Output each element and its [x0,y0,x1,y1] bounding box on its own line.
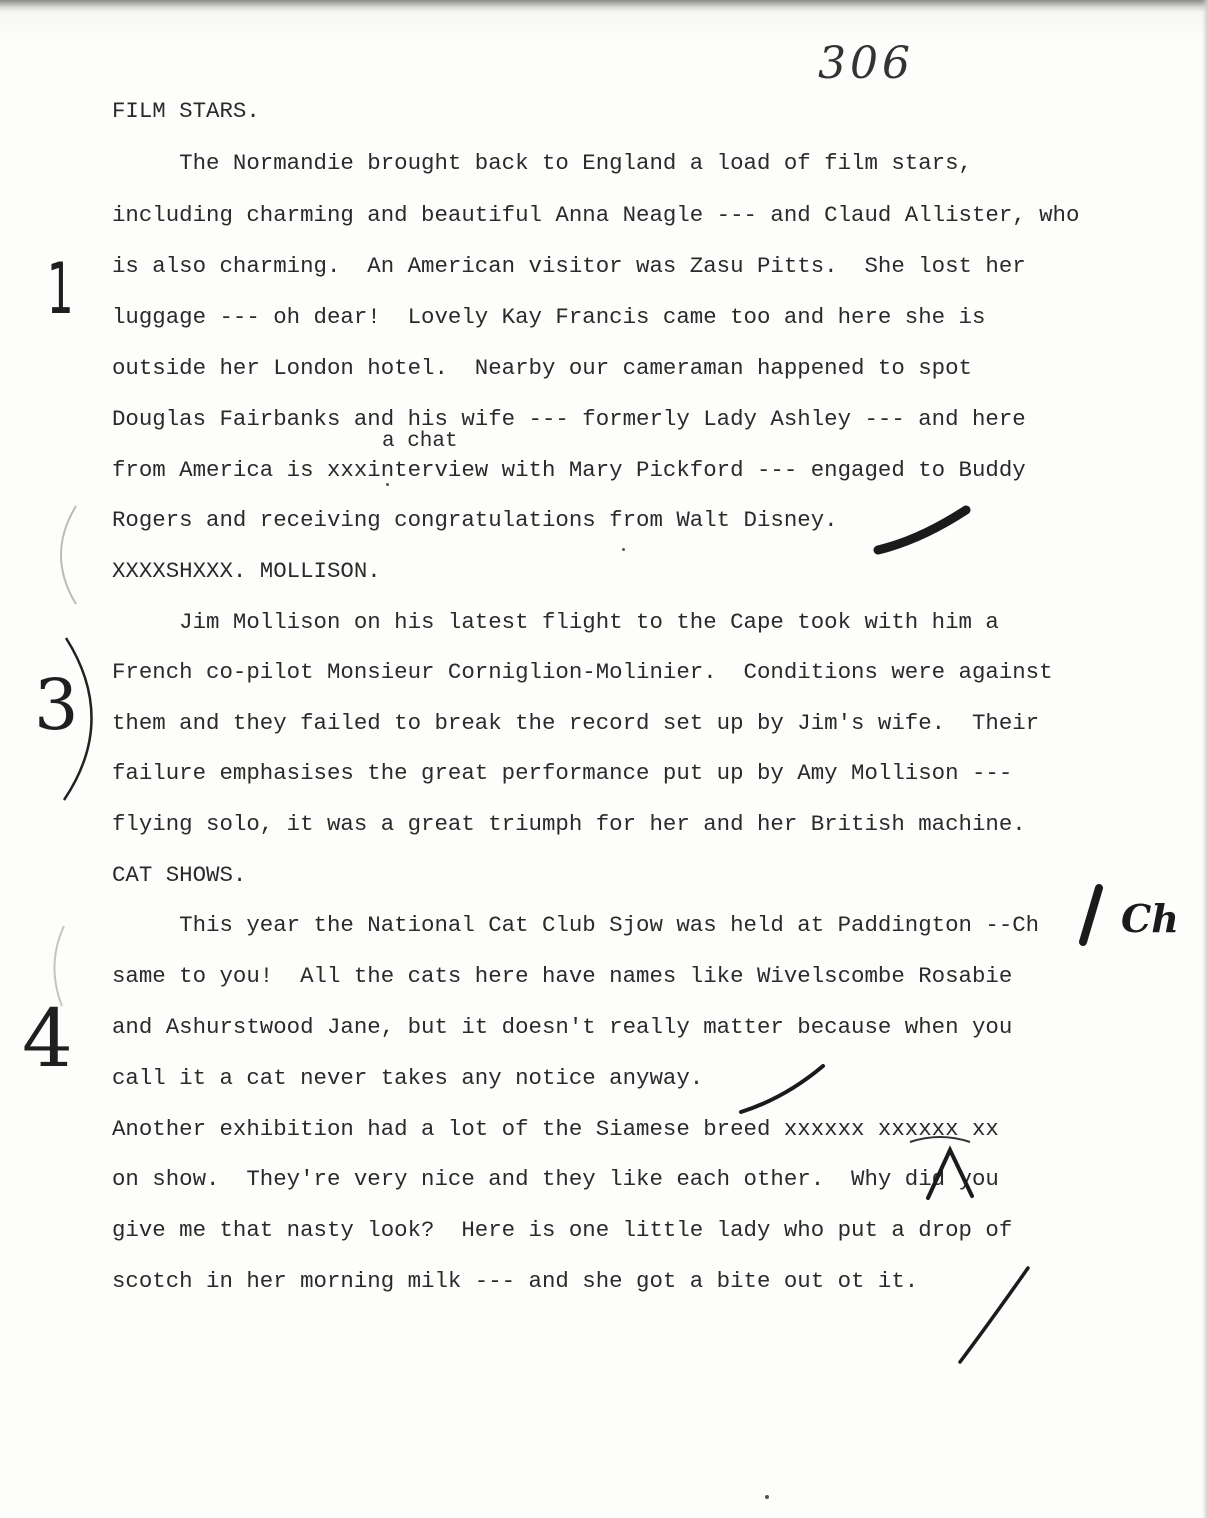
text-line: them and they failed to break the record set up by Jim's wife. Their [112,710,1040,736]
text-line: failure emphasises the great performance put up by Amy Mollison --- [112,760,1013,786]
text-line: is also charming. An American visitor was Zasu Pitts. She lost her [112,253,1026,279]
margin-number-3: 3 [34,664,79,746]
text-line: from America is xxxinterview with Mary Pickford --- engaged to Buddy [112,457,1026,483]
edit-mark-anyway [735,1058,835,1118]
text-line: Another exhibition had a lot of the Siamese breed xxxxxx xxxxxx xx [112,1116,999,1142]
scan-top-shadow [0,0,1208,12]
text-line: call it a cat never takes any notice anyway. [112,1065,704,1091]
handwritten-page-number: 306 [818,38,914,89]
text-line: French co-pilot Monsieur Corniglion-Molinier. Conditions were against [112,659,1053,685]
text-line: CAT SHOWS. [112,862,247,888]
handwritten-insertion: a chat [382,430,458,453]
edit-mark-end [950,1262,1040,1372]
text-line: luggage --- oh dear! Lovely Kay Francis came too and here she is [112,304,986,330]
svg-text:Ch: Ch [1121,896,1179,941]
margin-bracket-faint [36,500,96,610]
text-line: FILM STARS. [112,98,260,124]
margin-bracket-faint-2 [40,920,80,1010]
text-line: give me that nasty look? Here is one little lady who put a drop of [112,1217,1013,1243]
text-line: Jim Mollison on his latest flight to the Cape took with him a [112,609,999,635]
edit-mark-caret [920,1140,990,1210]
scan-speck [765,1495,769,1499]
text-line: same to you! All the cats here have names like Wivelscombe Rosabie [112,963,1013,989]
text-line: flying solo, it was a great triumph for her and her British machine. [112,811,1026,837]
margin-number-1: 1 [46,248,74,330]
text-line: outside her London hotel. Nearby our cameraman happened to spot [112,355,972,381]
edit-mark-disney [870,500,980,570]
scan-speck [386,483,389,486]
text-line: Rogers and receiving congratulations from Walt Disney. [112,507,838,533]
margin-number-4: 4 [22,992,73,1085]
scan-right-edge [1202,0,1208,1518]
text-line: XXXXSHXXX. MOLLISON. [112,558,381,584]
text-line: scotch in her morning milk --- and she got a bite out ot it. [112,1268,919,1294]
text-line: on show. They're very nice and they like each other. Why did you [112,1166,999,1192]
text-line: and Ashurstwood Jane, but it doesn't really matter because when you [112,1014,1013,1040]
scan-speck [622,548,625,551]
margin-bracket-3 [56,630,116,810]
text-line: including charming and beautiful Anna Neagle --- and Claud Allister, who [112,202,1080,228]
text-line: This year the National Cat Club Sjow was held at Paddington --Ch [112,912,1040,938]
edit-mark-cat-club [1065,880,1185,950]
text-line: The Normandie brought back to England a load of film stars, [112,150,972,176]
text-line: Douglas Fairbanks and his wife --- formerly Lady Ashley --- and here [112,406,1026,432]
